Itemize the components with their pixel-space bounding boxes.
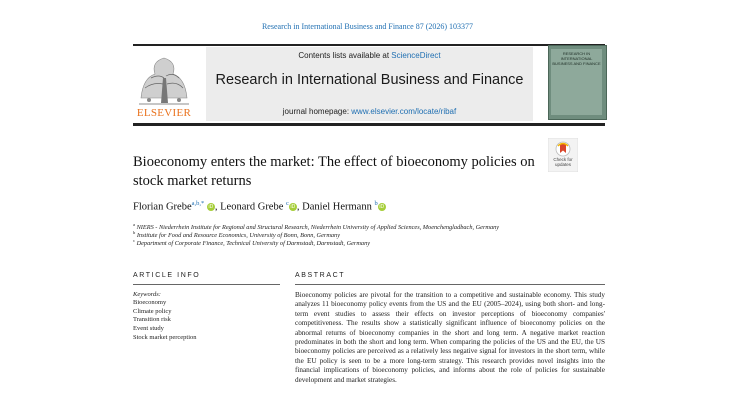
homepage-prefix: journal homepage: xyxy=(282,107,352,116)
article-info-heading: ARTICLE INFO xyxy=(133,272,201,279)
keyword-item: Stock market perception xyxy=(133,333,197,341)
keyword-item: Transition risk xyxy=(133,316,171,324)
keywords-label: Keywords: xyxy=(133,291,161,298)
affiliation-marker[interactable]: a,b,* xyxy=(191,200,205,207)
homepage-line xyxy=(206,107,533,116)
author-name[interactable]: Leonard Grebe xyxy=(220,201,284,213)
affiliation-item xyxy=(133,238,370,247)
affiliation-text: NIERS - Niederrhein Institute for Regional and Structural Research, Niederrhein University of Applied Sciences, Moenchengladbach, Germany xyxy=(136,224,500,232)
abstract-body: Bioeconomy policies are pivotal for the transition to a competitive and sustainable economy. This study analyzes 11 bioeconomy policy events from the US and the EU (2005–2024), using both short- and long-term event studies to assess their effects on investor perceptions of bioeconomy companies' competitiveness. The results show a statistically significant influence of bioeconomy policies on the abnormal returns of bioeconomy companies in the short and long term. A negative market reaction predominates in both the short and long term. When comparing the policies of the US and the EU, the US bioeconomy policies are perceived as a relatively less negative signal for investors in the short term, while the EU policy is seen to be a more long-term strategy. This research provides novel insights into the financial implications of bioeconomy policies, and informs about the role of policies for sustainable development and market strategies. xyxy=(295,291,605,384)
affiliation-mark: b xyxy=(133,230,136,235)
author-name[interactable]: Daniel Hermann xyxy=(302,201,372,213)
sciencedirect-link[interactable]: ScienceDirect xyxy=(391,51,441,60)
affiliation-text: Department of Corporate Finance, Technical University of Darmstadt, Darmstadt, Germany xyxy=(136,240,371,248)
masthead-top-rule xyxy=(133,44,605,46)
elsevier-wordmark: ELSEVIER xyxy=(136,107,192,119)
article-title: Bioeconomy enters the market: The effect of bioeconomy policies on stock market returns xyxy=(133,154,535,189)
homepage-link[interactable]: www.elsevier.com/locate/ribaf xyxy=(351,107,457,116)
keyword-item: Climate policy xyxy=(133,307,172,315)
affiliation-marker[interactable]: b xyxy=(374,200,378,207)
author-separator: , xyxy=(296,201,303,213)
orcid-icon[interactable]: iD xyxy=(290,204,296,211)
journal-reference[interactable]: Research in International Business and Finance 87 (2026) 103377 xyxy=(261,22,474,31)
abstract-rule xyxy=(295,284,605,285)
author-name[interactable]: Florian Grebe xyxy=(133,201,192,213)
author-separator: , xyxy=(214,201,221,213)
abstract-heading: ABSTRACT xyxy=(295,272,346,279)
affiliation-mark: c xyxy=(133,238,135,243)
keyword-list xyxy=(133,299,197,343)
contents-line xyxy=(206,51,533,60)
check-for-updates-label[interactable]: Check for updates xyxy=(553,157,573,167)
orcid-icon[interactable]: iD xyxy=(379,204,385,211)
keyword-item: Event study xyxy=(133,325,164,333)
article-info-rule xyxy=(133,284,280,285)
author-list xyxy=(133,200,386,213)
keyword-item: Bioeconomy xyxy=(133,299,167,306)
affiliation-text: Institute for Food and Resource Economics, University of Bonn, Bonn, Germany xyxy=(136,232,340,240)
contents-prefix: Contents lists available at xyxy=(298,51,392,60)
masthead-bottom-rule xyxy=(133,123,605,126)
affiliation-mark: a xyxy=(133,222,135,227)
orcid-icon[interactable]: iD xyxy=(208,204,214,211)
affiliation-marker[interactable]: c xyxy=(286,200,289,207)
journal-cover-title: RESEARCH IN INTERNATIONAL BUSINESS AND FINANCE xyxy=(552,51,601,66)
journal-title: Research in International Business and Finance xyxy=(215,72,524,88)
